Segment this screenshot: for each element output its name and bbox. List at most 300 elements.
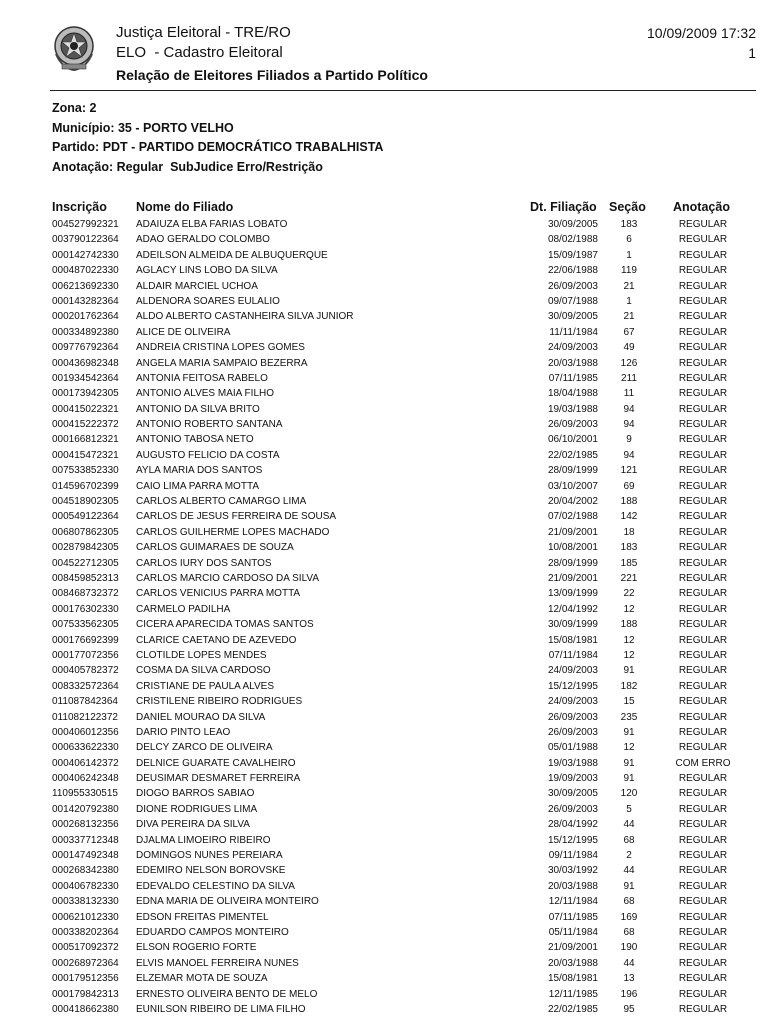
secao-cell: 68 [623,896,635,908]
dt-filiacao-cell: 28/09/1999 [547,557,598,569]
nome-cell: ANTONIO ALVES MAIA FILHO [136,388,275,400]
anotacao-cell: REGULAR [678,834,728,846]
dt-filiacao-cell: 19/03/1988 [547,757,598,769]
inscricao-cell: 000415022321 [52,403,119,415]
inscricao-cell: 001934542364 [52,372,119,384]
secao-cell: 11 [623,388,635,400]
table-row [0,863,768,878]
anotacao-cell: REGULAR [678,1003,728,1015]
inscricao-cell: 011087842364 [52,696,118,708]
secao-cell: 1 [626,295,632,307]
dt-filiacao-cell: 15/08/1981 [547,634,598,646]
nome-cell: DELNICE GUARATE CAVALHEIRO [136,757,296,769]
nome-cell: DIVA PEREIRA DA SILVA [136,819,250,831]
column-header-inscricao: Inscrição [52,200,107,214]
table-row [0,371,768,386]
anotacao-cell: REGULAR [678,803,728,815]
municipio-label: Município: 35 - PORTO VELHO [52,120,234,135]
inscricao-cell: 000176302330 [52,603,119,615]
inscricao-cell: 007533562305 [52,619,119,631]
anotacao-cell: REGULAR [678,465,728,477]
secao-cell: 182 [620,680,638,692]
secao-cell: 94 [623,449,635,461]
inscricao-cell: 014596702399 [52,480,119,492]
secao-cell: 91 [623,880,635,892]
inscricao-cell: 002879842305 [52,542,119,554]
secao-cell: 183 [620,219,638,230]
secao-cell: 21 [623,311,635,323]
dt-filiacao-cell: 21/09/2001 [547,526,598,538]
anotacao-cell: REGULAR [678,988,728,1000]
dt-filiacao-cell: 19/03/1988 [547,403,598,415]
anotacao-cell: REGULAR [678,926,728,938]
nome-cell: AYLA MARIA DOS SANTOS [136,465,263,477]
nome-cell: CARLOS IURY DOS SANTOS [136,557,272,569]
anotacao-cell: REGULAR [678,619,728,631]
table-row [0,494,768,509]
secao-cell: 95 [623,1003,635,1015]
anotacao-cell: REGULAR [678,449,728,461]
table-row [0,802,768,817]
secao-cell: 188 [620,619,638,631]
secao-cell: 68 [623,926,635,938]
inscricao-cell: 000334892380 [52,326,119,338]
nome-cell: AGLACY LINS LOBO DA SILVA [136,265,278,277]
secao-cell: 221 [620,572,638,584]
dt-filiacao-cell: 22/06/1988 [547,265,598,277]
table-row [0,817,768,832]
secao-cell: 44 [623,957,635,969]
secao-cell: 211 [621,372,637,384]
table-row [0,894,768,909]
nome-cell: CARLOS DE JESUS FERREIRA DE SOUSA [136,511,337,523]
anotacao-cell: REGULAR [678,665,728,677]
table-row [0,509,768,524]
table-row [0,232,768,247]
nome-cell: EDEVALDO CELESTINO DA SILVA [136,880,295,892]
anotacao-cell: REGULAR [678,634,728,646]
anotacao-cell: REGULAR [678,942,728,954]
nome-cell: ADEILSON ALMEIDA DE ALBUQUERQUE [136,249,328,261]
inscricao-cell: 000621012330 [52,911,119,923]
table-row [0,633,768,648]
nome-cell: ELSON ROGERIO FORTE [136,942,257,954]
secao-cell: 196 [620,988,638,1000]
header-divider [50,90,756,91]
dt-filiacao-cell: 15/12/1995 [547,834,598,846]
secao-cell: 126 [620,357,638,369]
inscricao-cell: 000143282364 [52,295,119,307]
secao-cell: 169 [620,911,638,923]
dt-filiacao-cell: 15/08/1981 [547,973,598,985]
nome-cell: ELZEMAR MOTA DE SOUZA [136,973,268,985]
page-number: 1 [748,45,756,61]
inscricao-cell: 000415222372 [52,419,119,431]
nome-cell: CICERA APARECIDA TOMAS SANTOS [136,619,314,631]
secao-cell: 22 [623,588,635,600]
table-row [0,740,768,755]
table-row [0,309,768,324]
partido-label: Partido: PDT - PARTIDO DEMOCRÁTICO TRABALHISTA [52,140,384,154]
inscricao-cell: 000633622330 [52,742,119,754]
secao-cell: 188 [620,496,638,508]
nome-cell: AUGUSTO FELICIO DA COSTA [136,449,280,461]
secao-cell: 235 [620,711,638,723]
nome-cell: DIOGO BARROS SABIAO [136,788,255,800]
anotacao-cell: COM ERRO [675,757,731,769]
table-row [0,910,768,925]
table-row [0,710,768,725]
dt-filiacao-cell: 15/09/1987 [547,249,598,261]
dt-filiacao-cell: 28/09/1999 [547,465,598,477]
report-filters [52,99,383,177]
dt-filiacao-cell: 20/03/1988 [547,880,598,892]
table-row [0,679,768,694]
nome-cell: CLOTILDE LOPES MENDES [136,649,267,661]
anotacao-cell: REGULAR [678,850,728,862]
inscricao-cell: 004518902305 [52,496,119,508]
column-header-dt-filiacao: Dt. Filiação [530,200,597,214]
inscricao-cell: 000268132356 [52,819,119,831]
anotacao-cell: REGULAR [678,896,728,908]
secao-cell: 185 [620,557,638,569]
table-row [0,694,768,709]
nome-cell: EUNILSON RIBEIRO DE LIMA FILHO [136,1003,306,1015]
secao-cell: 44 [623,819,635,831]
inscricao-cell: 000177072356 [52,649,119,661]
table-row [0,833,768,848]
anotacao-cell: REGULAR [678,511,728,523]
inscricao-cell: 000179842313 [52,988,119,1000]
table-row [0,879,768,894]
secao-cell: 12 [623,603,635,615]
inscricao-cell: 000173942305 [52,388,119,400]
dt-filiacao-cell: 24/09/2003 [547,696,598,708]
secao-cell: 142 [620,511,638,523]
inscricao-cell: 000268972364 [52,957,119,969]
anotacao-cell: REGULAR [678,819,728,831]
secao-cell: 183 [620,542,638,554]
table-row [0,525,768,540]
table-row [0,648,768,663]
dt-filiacao-cell: 13/09/1999 [547,588,598,600]
nome-cell: ELVIS MANOEL FERREIRA NUNES [136,957,299,969]
nome-cell: ANTONIO TABOSA NETO [136,434,254,446]
dt-filiacao-cell: 12/11/1984 [548,896,598,908]
dt-filiacao-cell: 20/03/1988 [547,357,598,369]
anotacao-cell: REGULAR [678,249,728,261]
nome-cell: ANGELA MARIA SAMPAIO BEZERRA [136,357,308,369]
inscricao-cell: 000166812321 [52,434,119,446]
dt-filiacao-cell: 24/09/2003 [547,665,598,677]
anotacao-cell: REGULAR [678,295,728,307]
nome-cell: DOMINGOS NUNES PEREIARA [136,850,283,862]
anotacao-cell: REGULAR [678,388,728,400]
dt-filiacao-cell: 21/09/2001 [547,572,598,584]
anotacao-cell: REGULAR [678,788,728,800]
anotacao-cell: REGULAR [678,865,728,877]
inscricao-cell: 000142742330 [52,249,119,261]
dt-filiacao-cell: 20/04/2002 [547,496,598,508]
system-name: ELO - Cadastro Eleitoral [116,44,283,61]
dt-filiacao-cell: 21/09/2001 [547,942,598,954]
anotacao-cell: REGULAR [678,526,728,538]
inscricao-cell: 000337712348 [52,834,119,846]
table-row [0,848,768,863]
table-row [0,340,768,355]
dt-filiacao-cell: 05/01/1988 [547,742,598,754]
coat-of-arms-seal-icon [52,24,96,72]
inscricao-cell: 003790122364 [52,234,119,246]
inscricao-cell: 000549122364 [52,511,119,523]
inscricao-cell: 000418662380 [52,1003,119,1015]
secao-cell: 5 [626,803,632,815]
dt-filiacao-cell: 12/04/1992 [547,603,598,615]
secao-cell: 6 [626,234,632,246]
anotacao-cell: REGULAR [678,496,728,508]
dt-filiacao-cell: 22/02/1985 [547,449,598,461]
report-header [0,0,768,92]
table-row [0,448,768,463]
secao-cell: 44 [623,865,635,877]
anotacao-cell: REGULAR [678,680,728,692]
dt-filiacao-cell: 30/09/2005 [547,788,598,800]
inscricao-cell: 004527992321 [52,219,119,230]
column-header-nome: Nome do Filiado [136,200,234,214]
anotacao-cell: REGULAR [678,557,728,569]
nome-cell: CARLOS MARCIO CARDOSO DA SILVA [136,572,320,584]
secao-cell: 12 [623,634,635,646]
inscricao-cell: 000201762364 [52,311,119,323]
secao-cell: 67 [623,326,635,338]
secao-cell: 18 [623,526,635,538]
table-row [0,402,768,417]
anotacao-cell: REGULAR [678,973,728,985]
anotacao-cell: REGULAR [678,588,728,600]
nome-cell: DJALMA LIMOEIRO RIBEIRO [136,834,271,846]
nome-cell: EDUARDO CAMPOS MONTEIRO [136,926,289,938]
dt-filiacao-cell: 19/09/2003 [547,773,598,785]
inscricao-cell: 000338132330 [52,896,119,908]
anotacao-cell: REGULAR [678,480,728,492]
inscricao-cell: 009776792364 [52,342,119,354]
secao-cell: 21 [623,280,635,292]
table-row [0,725,768,740]
anotacao-cell: REGULAR [678,434,728,446]
dt-filiacao-cell: 26/09/2003 [547,419,598,431]
nome-cell: EDSON FREITAS PIMENTEL [136,911,269,923]
dt-filiacao-cell: 10/08/2001 [547,542,598,554]
nome-cell: CARLOS VENICIUS PARRA MOTTA [136,588,301,600]
nome-cell: CRISTILENE RIBEIRO RODRIGUES [136,696,303,708]
nome-cell: CARMELO PADILHA [136,603,231,615]
nome-cell: CARLOS GUILHERME LOPES MACHADO [136,526,330,538]
anotacao-cell: REGULAR [678,880,728,892]
inscricao-cell: 006213692330 [52,280,119,292]
table-row [0,971,768,986]
inscricao-cell: 000268342380 [52,865,119,877]
dt-filiacao-cell: 30/09/1999 [547,619,598,631]
dt-filiacao-cell: 07/02/1988 [547,511,598,523]
report-datetime: 10/09/2009 17:32 [647,25,756,41]
nome-cell: ADAIUZA ELBA FARIAS LOBATO [136,219,288,230]
nome-cell: ADAO GERALDO COLOMBO [136,234,270,246]
column-header-anotacao: Anotação [673,200,730,214]
anotacao-cell: REGULAR [678,649,728,661]
inscricao-cell: 006807862305 [52,526,119,538]
inscricao-cell: 011082122372 [52,711,118,723]
nome-cell: CRISTIANE DE PAULA ALVES [136,680,275,692]
inscricao-cell: 000406012356 [52,726,119,738]
anotacao-cell: REGULAR [678,311,728,323]
nome-cell: DIONE RODRIGUES LIMA [136,803,258,815]
dt-filiacao-cell: 09/07/1988 [547,295,598,307]
nome-cell: ANDREIA CRISTINA LOPES GOMES [136,342,305,354]
dt-filiacao-cell: 05/11/1984 [548,926,598,938]
secao-cell: 91 [623,726,635,738]
secao-cell: 1 [626,249,632,261]
dt-filiacao-cell: 26/09/2003 [547,803,598,815]
anotacao-cell: REGULAR [678,542,728,554]
table-row [0,417,768,432]
anotacao-cell: REGULAR [678,603,728,615]
nome-cell: EDNA MARIA DE OLIVEIRA MONTEIRO [136,896,319,908]
voter-table-body [0,217,768,1017]
anotacao-cell: REGULAR [678,234,728,246]
table-row [0,217,768,232]
inscricao-cell: 000406142372 [52,757,119,769]
nome-cell: CAIO LIMA PARRA MOTTA [136,480,259,492]
table-row [0,386,768,401]
dt-filiacao-cell: 09/11/1984 [548,850,598,862]
dt-filiacao-cell: 11/11/1984 [549,326,598,338]
dt-filiacao-cell: 24/09/2003 [547,342,598,354]
table-row [0,756,768,771]
inscricao-cell: 000436982348 [52,357,119,369]
secao-cell: 2 [626,850,632,862]
report-title: Relação de Eleitores Filiados a Partido Político [116,67,428,83]
nome-cell: ALDENORA SOARES EULALIO [136,295,280,307]
anotacao-cell: REGULAR [678,742,728,754]
anotacao-cell: REGULAR [678,726,728,738]
table-row [0,617,768,632]
table-row [0,432,768,447]
table-row [0,540,768,555]
table-row [0,987,768,1002]
inscricao-cell: 000405782372 [52,665,119,677]
table-row [0,925,768,940]
dt-filiacao-cell: 28/04/1992 [547,819,598,831]
table-row [0,463,768,478]
inscricao-cell: 110955330515 [52,788,118,800]
nome-cell: COSMA DA SILVA CARDOSO [136,665,271,677]
anotacao-cell: REGULAR [678,342,728,354]
dt-filiacao-cell: 30/03/1992 [547,865,598,877]
nome-cell: ANTONIO ROBERTO SANTANA [136,419,283,431]
nome-cell: ALDO ALBERTO CASTANHEIRA SILVA JUNIOR [136,311,354,323]
anotacao-cell: REGULAR [678,696,728,708]
secao-cell: 9 [626,434,632,446]
anotacao-cell: REGULAR [678,419,728,431]
anotacao-cell: REGULAR [678,572,728,584]
dt-filiacao-cell: 26/09/2003 [547,711,598,723]
table-row [0,586,768,601]
table-row [0,294,768,309]
dt-filiacao-cell: 20/03/1988 [547,957,598,969]
table-row [0,356,768,371]
table-row [0,786,768,801]
anotacao-cell: REGULAR [678,403,728,415]
inscricao-cell: 007533852330 [52,465,119,477]
table-row [0,940,768,955]
secao-cell: 94 [623,403,635,415]
inscricao-cell: 008332572364 [52,680,119,692]
nome-cell: ANTONIA FEITOSA RABELO [136,372,268,384]
dt-filiacao-cell: 30/09/2005 [547,311,598,323]
dt-filiacao-cell: 12/11/1985 [548,988,598,1000]
dt-filiacao-cell: 07/11/1985 [548,372,598,384]
secao-cell: 119 [621,265,637,277]
dt-filiacao-cell: 22/02/1985 [547,1003,598,1015]
secao-cell: 94 [623,419,635,431]
inscricao-cell: 000338202364 [52,926,119,938]
anotacao-cell: REGULAR [678,957,728,969]
inscricao-cell: 000406782330 [52,880,119,892]
anotacao-cell: REGULAR [678,773,728,785]
table-row [0,602,768,617]
zona-label: Zona: 2 [52,101,97,115]
column-header-secao: Seção [609,200,646,214]
nome-cell: ALDAIR MARCIEL UCHOA [136,280,258,292]
inscricao-cell: 004522712305 [52,557,119,569]
table-row [0,556,768,571]
secao-cell: 12 [623,742,635,754]
inscricao-cell: 008459852313 [52,572,119,584]
dt-filiacao-cell: 03/10/2007 [547,480,598,492]
anotacao-cell: REGULAR [678,911,728,923]
dt-filiacao-cell: 26/09/2003 [547,726,598,738]
secao-cell: 91 [623,773,635,785]
nome-cell: CARLOS GUIMARAES DE SOUZA [136,542,294,554]
anotacao-label: Anotação: Regular SubJudice Erro/Restrição [52,159,323,174]
nome-cell: ALICE DE OLIVEIRA [136,326,231,338]
anotacao-cell: REGULAR [678,265,728,277]
dt-filiacao-cell: 07/11/1984 [548,649,598,661]
dt-filiacao-cell: 26/09/2003 [547,280,598,292]
nome-cell: DANIEL MOURAO DA SILVA [136,711,266,723]
table-row [0,571,768,586]
anotacao-cell: REGULAR [678,219,728,230]
secao-cell: 49 [623,342,635,354]
nome-cell: DELCY ZARCO DE OLIVEIRA [136,742,273,754]
nome-cell: DARIO PINTO LEAO [136,726,231,738]
secao-cell: 12 [623,649,635,661]
organization-name: Justiça Eleitoral - TRE/RO [116,24,291,41]
table-row [0,248,768,263]
dt-filiacao-cell: 08/02/1988 [547,234,598,246]
dt-filiacao-cell: 15/12/1995 [547,680,598,692]
table-row [0,279,768,294]
anotacao-cell: REGULAR [678,326,728,338]
table-row [0,771,768,786]
secao-cell: 15 [623,696,635,708]
inscricao-cell: 000517092372 [52,942,119,954]
anotacao-cell: REGULAR [678,711,728,723]
table-row [0,263,768,278]
inscricao-cell: 000147492348 [52,850,119,862]
inscricao-cell: 000179512356 [52,973,119,985]
dt-filiacao-cell: 18/04/1988 [547,388,598,400]
